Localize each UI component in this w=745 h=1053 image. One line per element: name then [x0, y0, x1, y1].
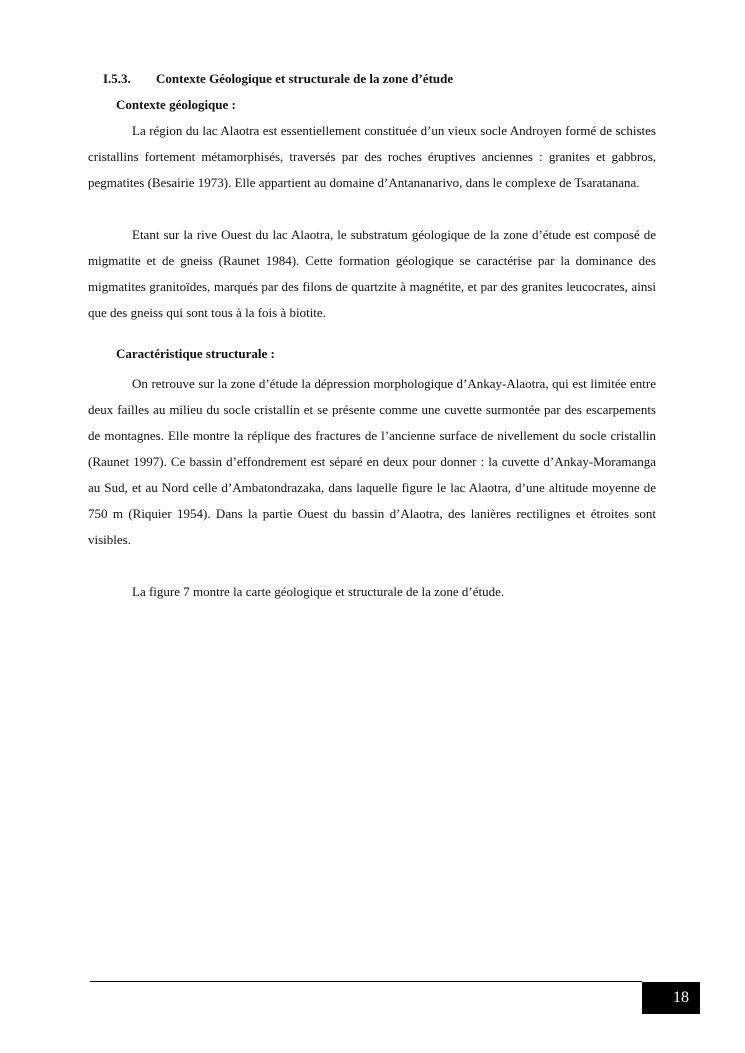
- structure-paragraph-2: La figure 7 montre la carte géologique et structurale de la zone d’étude.: [132, 584, 505, 599]
- page-number-box: [642, 982, 700, 1014]
- structure-heading: Caractéristique structurale :: [116, 346, 275, 361]
- footer-divider: [90, 981, 642, 982]
- geology-heading: Contexte géologique :: [116, 97, 236, 112]
- section-title: Contexte Géologique et structurale de la zone d’étude: [156, 71, 454, 86]
- section-heading: [103, 71, 453, 87]
- structure-paragraph-1: On retrouve sur la zone d’étude la dépression morphologique d’Ankay-Alaotra, qui est limitée entre deux failles au milieu du socle cristallin et se présente comme une cuvette surmontée par des escarpements de montagnes. Elle montre la réplique des fractures de l’ancienne surface de nivellement du socle cristallin (Raunet 1997). Ce bassin d’effondrement est séparé en deux pour donner : la cuvette d’Ankay-Moramanga au Sud, et au Nord celle d’Ambatondrazaka, dans laquelle figure le lac Alaotra, d’une altitude moyenne de 750 m (Riquier 1954). Dans la partie Ouest du bassin d’Alaotra, des lanières rectilignes et étroites sont visibles.: [88, 376, 656, 547]
- geology-paragraph-1: La région du lac Alaotra est essentiellement constituée d’un vieux socle Androyen formé de schistes cristallins fortement métamorphisés, traversés par des roches éruptives anciennes : granites et gabbros, pegmatites (Besairie 1973). Elle appartient au domaine d’Antananarivo, dans le complexe de Tsaratanana.: [88, 123, 656, 190]
- section-number: I.5.3.: [103, 71, 131, 86]
- geology-paragraph-2: Etant sur la rive Ouest du lac Alaotra, le substratum géologique de la zone d’étude est composé de migmatite et de gneiss (Raunet 1984). Cette formation géologique se caractérise par la dominance des migmatites granitoïdes, marqués par des filons de quartzite à magnétite, et par des granites leucocrates, ainsi que des gneiss qui sont tous à la fois à biotite.: [88, 227, 656, 320]
- page-number: 18: [673, 989, 689, 1006]
